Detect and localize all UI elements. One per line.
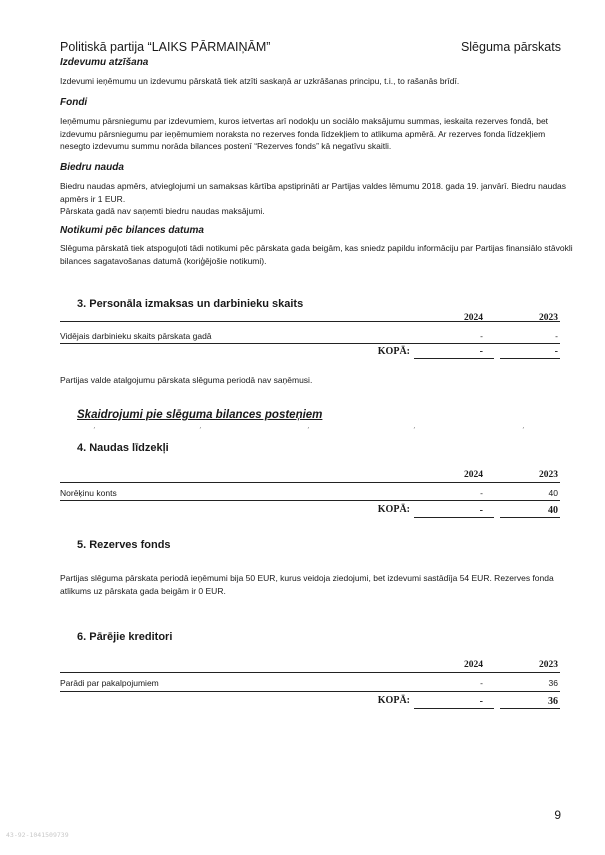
section-3-row-label: Vidējais darbinieku skaits pārskata gadā bbox=[60, 331, 212, 341]
section-6-total-2023: 36 bbox=[548, 696, 558, 707]
section-4-total-rule-1 bbox=[414, 517, 494, 518]
section-3-row-rule bbox=[60, 343, 560, 344]
section-4-total-rule-2 bbox=[500, 517, 560, 518]
section-6-row-rule bbox=[60, 691, 560, 692]
col-2023: 2023 bbox=[539, 313, 558, 323]
policy-title-events: Notikumi pēc bilances datuma bbox=[60, 225, 204, 236]
section-6-total-2024: - bbox=[479, 696, 483, 707]
section-3-total-rule-1 bbox=[414, 358, 494, 359]
section-6-row-2024: - bbox=[480, 678, 483, 688]
policy-title-funds: Fondi bbox=[60, 97, 88, 108]
section-3-note: Partijas valde atalgojumu pārskata slēguma periodā nav saņēmusi. bbox=[60, 375, 313, 385]
section-3-total-2023: - bbox=[554, 346, 558, 357]
section-3-row-2023: - bbox=[555, 331, 558, 341]
col-2023: 2023 bbox=[539, 470, 558, 480]
section-3-total-label: KOPĀ: bbox=[377, 346, 410, 357]
section-4-row-rule bbox=[60, 500, 560, 501]
policy-text-membership: Biedru naudas apmērs, atvieglojumi un samaksas kārtība apstiprināti ar Partijas valdes lēmumu 2018. gada 19. janvārī. Biedru naudas apmērs ir 1 EUR. Pārskata gadā nav saņemti biedru naudas maksājumi. bbox=[60, 181, 567, 216]
section-6-top-rule bbox=[60, 672, 560, 673]
page-number: 9 bbox=[554, 808, 561, 822]
section-3-title: 3. Personāla izmaksas un darbinieku skaits bbox=[77, 298, 304, 310]
col-2024: 2024 bbox=[464, 313, 483, 323]
section-3-top-rule bbox=[60, 321, 560, 322]
section-6-row-2023: 36 bbox=[548, 678, 558, 688]
scan-mark: ˏ bbox=[307, 422, 310, 429]
section-4-title: 4. Naudas līdzekļi bbox=[77, 442, 169, 454]
section-6-total-rule-2 bbox=[500, 708, 560, 709]
section-6-title: 6. Pārējie kreditori bbox=[77, 631, 173, 643]
section-6-row-label: Parādi par pakalpojumiem bbox=[60, 678, 159, 688]
section-6-total-label: KOPĀ: bbox=[377, 695, 410, 706]
policy-text-events: Slēguma pārskatā tiek atspoguļoti tādi notikumi pēc pārskata gada beigām, kas sniedz papildu informāciju par Partijas finansiālo stāvokli bilances sagatavošanas datumā (koriģējošie notikumi). bbox=[60, 243, 573, 266]
scan-mark: ˏ bbox=[199, 422, 202, 429]
section-3-row-2024: - bbox=[480, 331, 483, 341]
policy-text-funds: Ieņēmumu pārsniegumu par izdevumiem, kuros ietvertas arī nodokļu un sociālo maksājumu summas, ieskaita rezerves fondā, bet izdevumu pārsniegumu par ieņēmumiem noraksta no rezerves fonda līdzekļiem to atlikuma apmērā. Ar rezerves fonda līdzekļiem nesegto izdevumu summu norāda bilances postenī “Rezerves fonds” kā negatīvu skaitli. bbox=[60, 116, 549, 151]
section-3-total-rule-2 bbox=[500, 358, 560, 359]
scan-mark: ˏ bbox=[93, 422, 96, 429]
section-4-row-label: Norēķinu konts bbox=[60, 488, 117, 498]
header-party-name: Politiskā partija “LAIKS PĀRMAIŅĀM” bbox=[60, 40, 271, 54]
col-2023: 2023 bbox=[539, 660, 558, 670]
scan-mark: ˏ bbox=[413, 422, 416, 429]
section-4-row-2023: 40 bbox=[548, 488, 558, 498]
section-4-total-2024: - bbox=[479, 505, 483, 516]
balance-heading: Skaidrojumi pie slēguma bilances posteņiem bbox=[77, 409, 323, 421]
header-report-title: Slēguma pārskats bbox=[460, 40, 561, 54]
policy-text-expenses: Izdevumi ieņēmumu un izdevumu pārskatā tiek atzīti saskaņā ar uzkrāšanas principu, t.i., to rašanās brīdī. bbox=[60, 76, 460, 86]
section-5-text: Partijas slēguma pārskata periodā ieņēmumi bija 50 EUR, kurus veidoja ziedojumi, bet izdevumi sastādīja 54 EUR. Rezerves fonda atlikums uz pārskata gada beigām ir 0 EUR. bbox=[60, 573, 554, 596]
section-6-total-rule-1 bbox=[414, 708, 494, 709]
col-2024: 2024 bbox=[464, 660, 483, 670]
section-4-total-label: KOPĀ: bbox=[377, 504, 410, 515]
section-4-row-2024: - bbox=[480, 488, 483, 498]
scan-mark: ˏ bbox=[522, 422, 525, 429]
section-5-title: 5. Rezerves fonds bbox=[77, 539, 171, 551]
footer-code: 43-92-1041509739 bbox=[6, 831, 69, 839]
section-4-top-rule bbox=[60, 482, 560, 483]
section-3-total-2024: - bbox=[479, 346, 483, 357]
col-2024: 2024 bbox=[464, 470, 483, 480]
section-4-total-2023: 40 bbox=[548, 505, 558, 516]
policy-title-expenses: Izdevumu atzīšana bbox=[60, 57, 149, 68]
policy-title-membership: Biedru nauda bbox=[60, 162, 124, 173]
